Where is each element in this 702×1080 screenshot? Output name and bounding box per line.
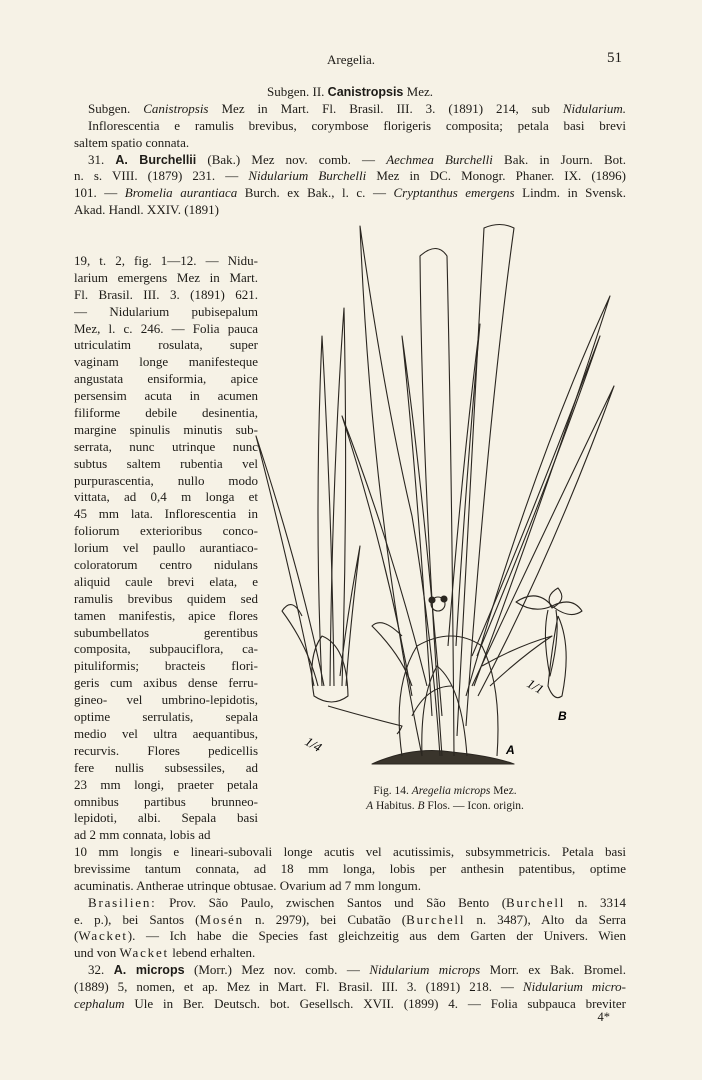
distribution-line-1: Brasilien: Prov. São Paulo, zwischen Santos und São Bento (Burchell n. 3314: [88, 894, 626, 910]
leaf-sheath: [399, 636, 498, 756]
leaf-shape: [372, 623, 412, 686]
leaf-shape: [318, 336, 334, 686]
caption-line-2: A Habitus. B Flos. — Icon. origin.: [366, 800, 524, 812]
column-line: — Nidularium pubisepalum: [74, 303, 258, 319]
intro-line-1: Subgen. Canistropsis Mez in Mart. Fl. Brasil. III. 3. (1891) 214, sub Nidularium.: [88, 100, 626, 116]
column-line: ad 2 mm connata, lobis ad: [74, 827, 211, 843]
stolon: [328, 706, 402, 734]
species-31-line-1: 31. A. Burchellii (Bak.) Mez nov. comb. — Aechmea Burchelli Bak. in Journ. Bot.: [88, 151, 626, 167]
inflorescence: [429, 597, 435, 603]
petal: [516, 596, 552, 609]
running-title: Aregelia.: [326, 52, 375, 67]
column-line: lepidoti, albi. Sepala basi: [74, 810, 258, 826]
ground-patch: [372, 751, 514, 765]
scale-label-flower: 1/1: [524, 675, 547, 697]
column-line: utriculatim rosulata, super: [74, 337, 258, 353]
leaf-shape: [282, 605, 318, 686]
column-line: vittata, ad 0,4 m longa et: [74, 489, 258, 505]
column-line: persensim acuta in acumen: [74, 388, 258, 404]
inflorescence: [441, 596, 447, 602]
species-31-line-2: n. s. VIII. (1879) 231. — Nidularium Burchelli Mez in DC. Monogr. Phaner. IX. (1896): [74, 168, 626, 184]
column-line: tamen manifestis, apice flores: [74, 607, 258, 623]
column-line: medio vel ultra aequantibus,: [74, 725, 258, 741]
column-line: pituliformis; bracteis flori-: [74, 658, 258, 674]
column-line: vaginam longe manifesteque: [74, 354, 258, 370]
intro-line-3: saltem spatio connata.: [74, 134, 190, 150]
description-line: acuminatis. Antherae utrinque obtusae. Ovarium ad 7 mm longum.: [74, 877, 421, 893]
column-line: Mez, l. c. 246. — Folia pauca: [74, 320, 258, 336]
column-line: recurvis. Flores pedicellis: [74, 742, 258, 758]
figure-caption: [300, 784, 590, 814]
caption-line-1: Fig. 14. Aregelia microps Mez.: [373, 785, 517, 797]
column-line: optime serrulatis, sepala: [74, 709, 258, 725]
column-line: fere nullis subsessiles, ad: [74, 759, 258, 775]
running-header: [0, 52, 702, 70]
column-line: coloratorum centro nidulans: [74, 557, 258, 573]
page-number: 51: [607, 50, 622, 66]
subgenus-heading: Subgen. II. Canistropsis Mez.: [267, 84, 433, 99]
plant-drawing: [252, 216, 624, 776]
leaf-shape: [256, 436, 324, 686]
botanical-illustration: [252, 216, 624, 776]
species-31-line-3: 101. — Bromelia aurantiaca Burch. ex Bak., l. c. — Cryptanthus emergens Lindm. in Svensk.: [74, 185, 626, 201]
column-line: gineo- vel umbrino-lepidotis,: [74, 692, 258, 708]
scale-label-habit: 1/4: [302, 733, 325, 755]
figure-label-b: B: [558, 709, 567, 723]
column-line: subtus saltem rubentia vel: [74, 455, 258, 471]
column-line: 19, t. 2, fig. 1—12. — Nidu-: [74, 253, 258, 268]
leaf-shape: [482, 636, 552, 686]
intro-line-2: Inflorescentia e ramulis brevibus, corymbose florigeris composita; petala basi brevi: [88, 117, 626, 133]
column-line: omnibus partibus brunneo-: [74, 793, 258, 809]
description-line: brevissime tantum connata, ad 18 mm longa, lobis per anthesin patentibus, optime: [74, 860, 626, 876]
leaf-shape: [472, 386, 614, 696]
column-line: serrata, nunc utrinque nunc: [74, 438, 258, 454]
leaf-shape: [330, 308, 346, 686]
leaf-shape: [457, 225, 514, 737]
column-line: filiforme debile desinentia,: [74, 405, 258, 421]
distribution-line-3: (Wacket). — Ich habe die Species fast gleichzeitig aus dem Garten der Univers. Wien: [74, 928, 626, 944]
figure-label-a: A: [506, 743, 515, 757]
column-line: foliorum exterioribus conco-: [74, 523, 258, 539]
distribution-line-4: und von Wacket lebend erhalten.: [74, 945, 256, 961]
column-line: geris cum axibus dense ferru-: [74, 675, 258, 691]
signature-mark: 4*: [597, 1010, 610, 1024]
species-32-line-1: 32. A. microps (Morr.) Mez nov. comb. — Nidularium microps Morr. ex Bak. Bromel.: [88, 962, 626, 978]
column-line: subumbellatos gerentibus: [74, 624, 258, 640]
leaf-shape: [360, 226, 440, 756]
text-block-bottom: [74, 844, 626, 1013]
column-line: purpurascentia, nullo modo: [74, 472, 258, 488]
leaf-shape: [342, 416, 427, 696]
column-line: Fl. Brasil. III. 3. (1891) 621.: [74, 286, 258, 302]
description-line: 10 mm longis e lineari-subovali longe acutis vel acutissimis, subsymmetricis. Petala basi: [74, 844, 626, 859]
column-line: 45 mm lata. Inflorescentia in: [74, 506, 258, 522]
column-line: composita, subpauciflora, ca-: [74, 641, 258, 657]
distribution-line-2: e. p.), bei Santos (Mosén n. 2979), bei Cubatão (Burchell n. 3487), Alto da Serra: [74, 911, 626, 927]
column-line: lorium vel paullo aurantiaco-: [74, 540, 258, 556]
column-line: larium emergens Mez in Mart.: [74, 269, 258, 285]
text-block-top: [74, 84, 626, 219]
column-line: ramulis brevibus quidem sed: [74, 590, 258, 606]
column-line: margine spinulis minutis sub-: [74, 421, 258, 437]
column-line: 23 mm longi, praeter petala: [74, 776, 258, 792]
species-32-line-2: (1889) 5, nomen, et ap. Mez in Mart. Fl. Brasil. III. 3. (1891) 218. — Nidularium micro-: [74, 979, 626, 995]
column-line: angustata ensiformia, apice: [74, 371, 258, 387]
narrow-column-text: [74, 253, 258, 844]
column-line: aliquid caule brevi elata, e: [74, 573, 258, 589]
flower-tube: [545, 610, 557, 676]
species-31-line-4: Akad. Handl. XXIV. (1891): [74, 202, 219, 218]
species-32-line-3: cephalum Ule in Ber. Deutsch. bot. Gesellsch. XVII. (1899) 4. — Folia subpauca breviter: [74, 996, 626, 1012]
